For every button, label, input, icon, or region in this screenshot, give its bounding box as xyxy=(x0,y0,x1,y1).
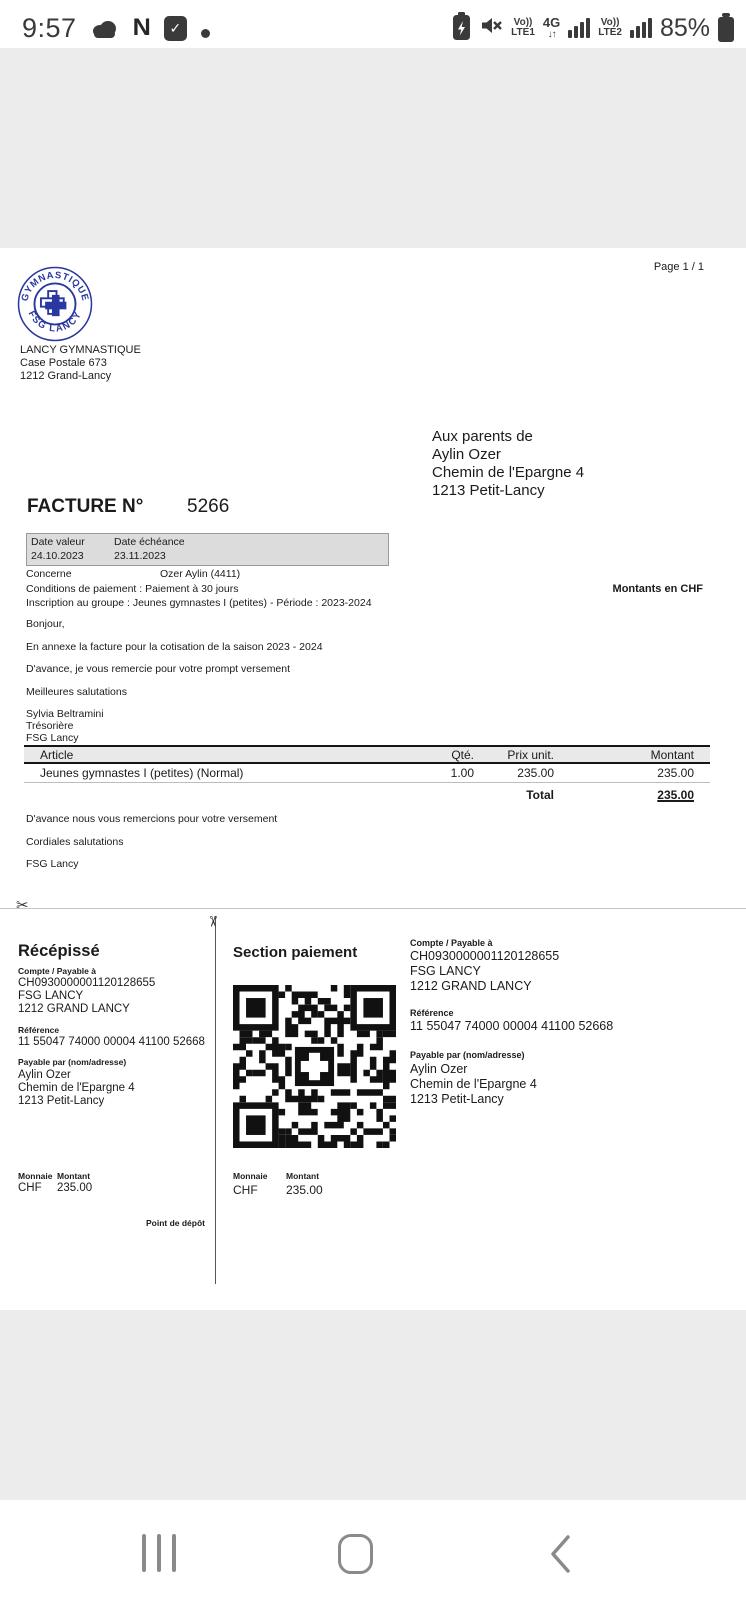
col-qty: Qté. xyxy=(451,747,474,762)
closing-club: FSG Lancy xyxy=(26,858,79,870)
status-bar-right xyxy=(453,12,734,45)
svg-text:FSG LANCY: FSG LANCY xyxy=(25,309,85,335)
battery-percent: 85% xyxy=(659,13,710,42)
navigation-bar xyxy=(0,1500,746,1600)
total-value: 235.00 xyxy=(657,788,694,802)
concerne-value: Ozer Aylin (4411) xyxy=(160,568,241,580)
swiss-cross-emblem xyxy=(41,291,66,316)
item-qty: 1.00 xyxy=(450,766,474,780)
items-table-total xyxy=(24,786,710,804)
battery-icon xyxy=(718,17,734,42)
closing-line: Cordiales salutations xyxy=(26,836,124,848)
item-unit-price: 235.00 xyxy=(517,766,554,780)
qr-code xyxy=(233,985,396,1148)
currency-label: Monnaie xyxy=(233,1171,268,1181)
amount-value: 235.00 xyxy=(57,1182,93,1194)
scissors-icon: ✂ xyxy=(16,897,29,914)
due-date: 23.11.2023 xyxy=(114,550,166,562)
value-date-label: Date valeur xyxy=(31,536,85,548)
deposit-point-label: Point de dépôt xyxy=(145,1218,205,1228)
payee-name: FSG LANCY xyxy=(18,990,84,1002)
reference-number: 11 55047 74000 00004 41100 52668 xyxy=(18,1036,205,1048)
payable-by-label: Payable par (nom/adresse) xyxy=(410,1050,525,1060)
network-type-indicator: 4G ↓↑ xyxy=(542,14,561,40)
body-line: D'avance, je vous remercie pour votre prompt versement xyxy=(26,663,291,675)
account-iban: CH0930000001120128655 xyxy=(410,949,560,963)
cut-line-vertical xyxy=(215,916,216,1284)
invoice-number: 5266 xyxy=(187,496,230,517)
status-bar xyxy=(0,0,746,48)
payer-city: 1213 Petit-Lancy xyxy=(410,1092,504,1106)
closing-line: D'avance nous vous remercions pour votre versement xyxy=(26,813,278,825)
sender-name: LANCY GYMNASTIQUE xyxy=(20,344,141,356)
signal-bars-sim1-icon xyxy=(568,18,590,38)
currency-value: CHF xyxy=(18,1182,42,1194)
value-date: 24.10.2023 xyxy=(31,550,84,562)
total-label: Total xyxy=(526,788,554,802)
reference-label: Référence xyxy=(18,1025,60,1035)
payer-street: Chemin de l'Epargne 4 xyxy=(18,1082,135,1094)
items-table-header xyxy=(24,745,710,764)
task-check-notification-icon: ✓ xyxy=(164,16,187,41)
payment-section-title: Section paiement xyxy=(233,944,358,961)
payable-by-label: Payable par (nom/adresse) xyxy=(18,1057,127,1067)
inscription-line: Inscription au groupe : Jeunes gymnastes I (petites) - Période : 2023-2024 xyxy=(26,597,372,609)
signature-name: Sylvia Beltramini xyxy=(26,708,104,720)
amount-value: 235.00 xyxy=(286,1183,323,1197)
netflix-notification-icon: N xyxy=(132,14,151,41)
amounts-note: Montants en CHF xyxy=(612,583,703,595)
signal-bars-sim2-icon xyxy=(630,18,652,38)
items-table-row xyxy=(24,764,710,783)
invoice-title: FACTURE N° xyxy=(27,496,144,517)
signature-club: FSG Lancy xyxy=(26,732,79,744)
home-button[interactable] xyxy=(338,1534,373,1574)
body-greeting: Bonjour, xyxy=(26,618,65,630)
sender-city: 1212 Grand-Lancy xyxy=(20,370,112,382)
item-article: Jeunes gymnastes I (petites) (Normal) xyxy=(40,766,244,780)
col-amount: Montant xyxy=(650,747,694,762)
clock: 9:57 xyxy=(22,12,77,43)
volte-sim1-indicator: Vo)) LTE1 xyxy=(511,16,535,38)
concerne-label: Concerne xyxy=(26,568,72,580)
svg-text:GYMNASTIQUE: GYMNASTIQUE xyxy=(19,269,91,303)
sound-muted-icon xyxy=(478,13,503,43)
payer-name: Aylin Ozer xyxy=(410,1062,468,1076)
payer-city: 1213 Petit-Lancy xyxy=(18,1095,105,1107)
currency-label: Monnaie xyxy=(18,1171,53,1181)
payment-terms: Conditions de paiement : Paiement à 30 jours xyxy=(26,583,239,595)
volte-sim2-indicator: Vo)) LTE2 xyxy=(598,16,622,38)
account-iban: CH0930000001120128655 xyxy=(18,977,156,989)
account-label: Compte / Payable à xyxy=(18,966,96,976)
battery-saver-icon xyxy=(453,12,470,45)
payee-city: 1212 GRAND LANCY xyxy=(410,979,532,993)
page-indicator: Page 1 / 1 xyxy=(653,261,704,273)
account-label: Compte / Payable à xyxy=(410,938,493,948)
item-amount: 235.00 xyxy=(657,766,694,780)
payer-street: Chemin de l'Epargne 4 xyxy=(410,1077,537,1091)
recipient-city: 1213 Petit-Lancy xyxy=(432,482,545,499)
scissors-icon: ✂ xyxy=(203,915,221,928)
receipt-title: Récépissé xyxy=(18,942,100,960)
currency-value: CHF xyxy=(233,1183,258,1197)
body-line: Meilleures salutations xyxy=(26,686,127,698)
recents-button[interactable] xyxy=(142,1534,176,1572)
due-date-label: Date échéance xyxy=(114,536,185,548)
payee-name: FSG LANCY xyxy=(410,964,481,978)
amount-label: Montant xyxy=(286,1171,320,1181)
back-button[interactable] xyxy=(548,1534,574,1574)
notification-dot-icon xyxy=(201,29,210,38)
signature-role: Trésorière xyxy=(26,720,74,732)
reference-number: 11 55047 74000 00004 41100 52668 xyxy=(410,1019,614,1033)
payer-name: Aylin Ozer xyxy=(18,1069,71,1081)
body-line: En annexe la facture pour la cotisation de la saison 2023 - 2024 xyxy=(26,641,323,653)
recipient-street: Chemin de l'Epargne 4 xyxy=(432,464,585,481)
amount-label: Montant xyxy=(57,1171,91,1181)
reference-label: Référence xyxy=(410,1008,454,1018)
payee-city: 1212 GRAND LANCY xyxy=(18,1003,130,1015)
col-unit-price: Prix unit. xyxy=(507,747,554,762)
sender-pobox: Case Postale 673 xyxy=(20,357,107,369)
recipient-line: Aux parents de xyxy=(432,428,533,445)
cut-line-horizontal xyxy=(0,908,746,909)
col-article: Article xyxy=(40,747,74,762)
weather-cloud-icon xyxy=(91,19,119,38)
fsg-lancy-logo-icon xyxy=(17,266,93,347)
recipient-name: Aylin Ozer xyxy=(432,446,501,463)
